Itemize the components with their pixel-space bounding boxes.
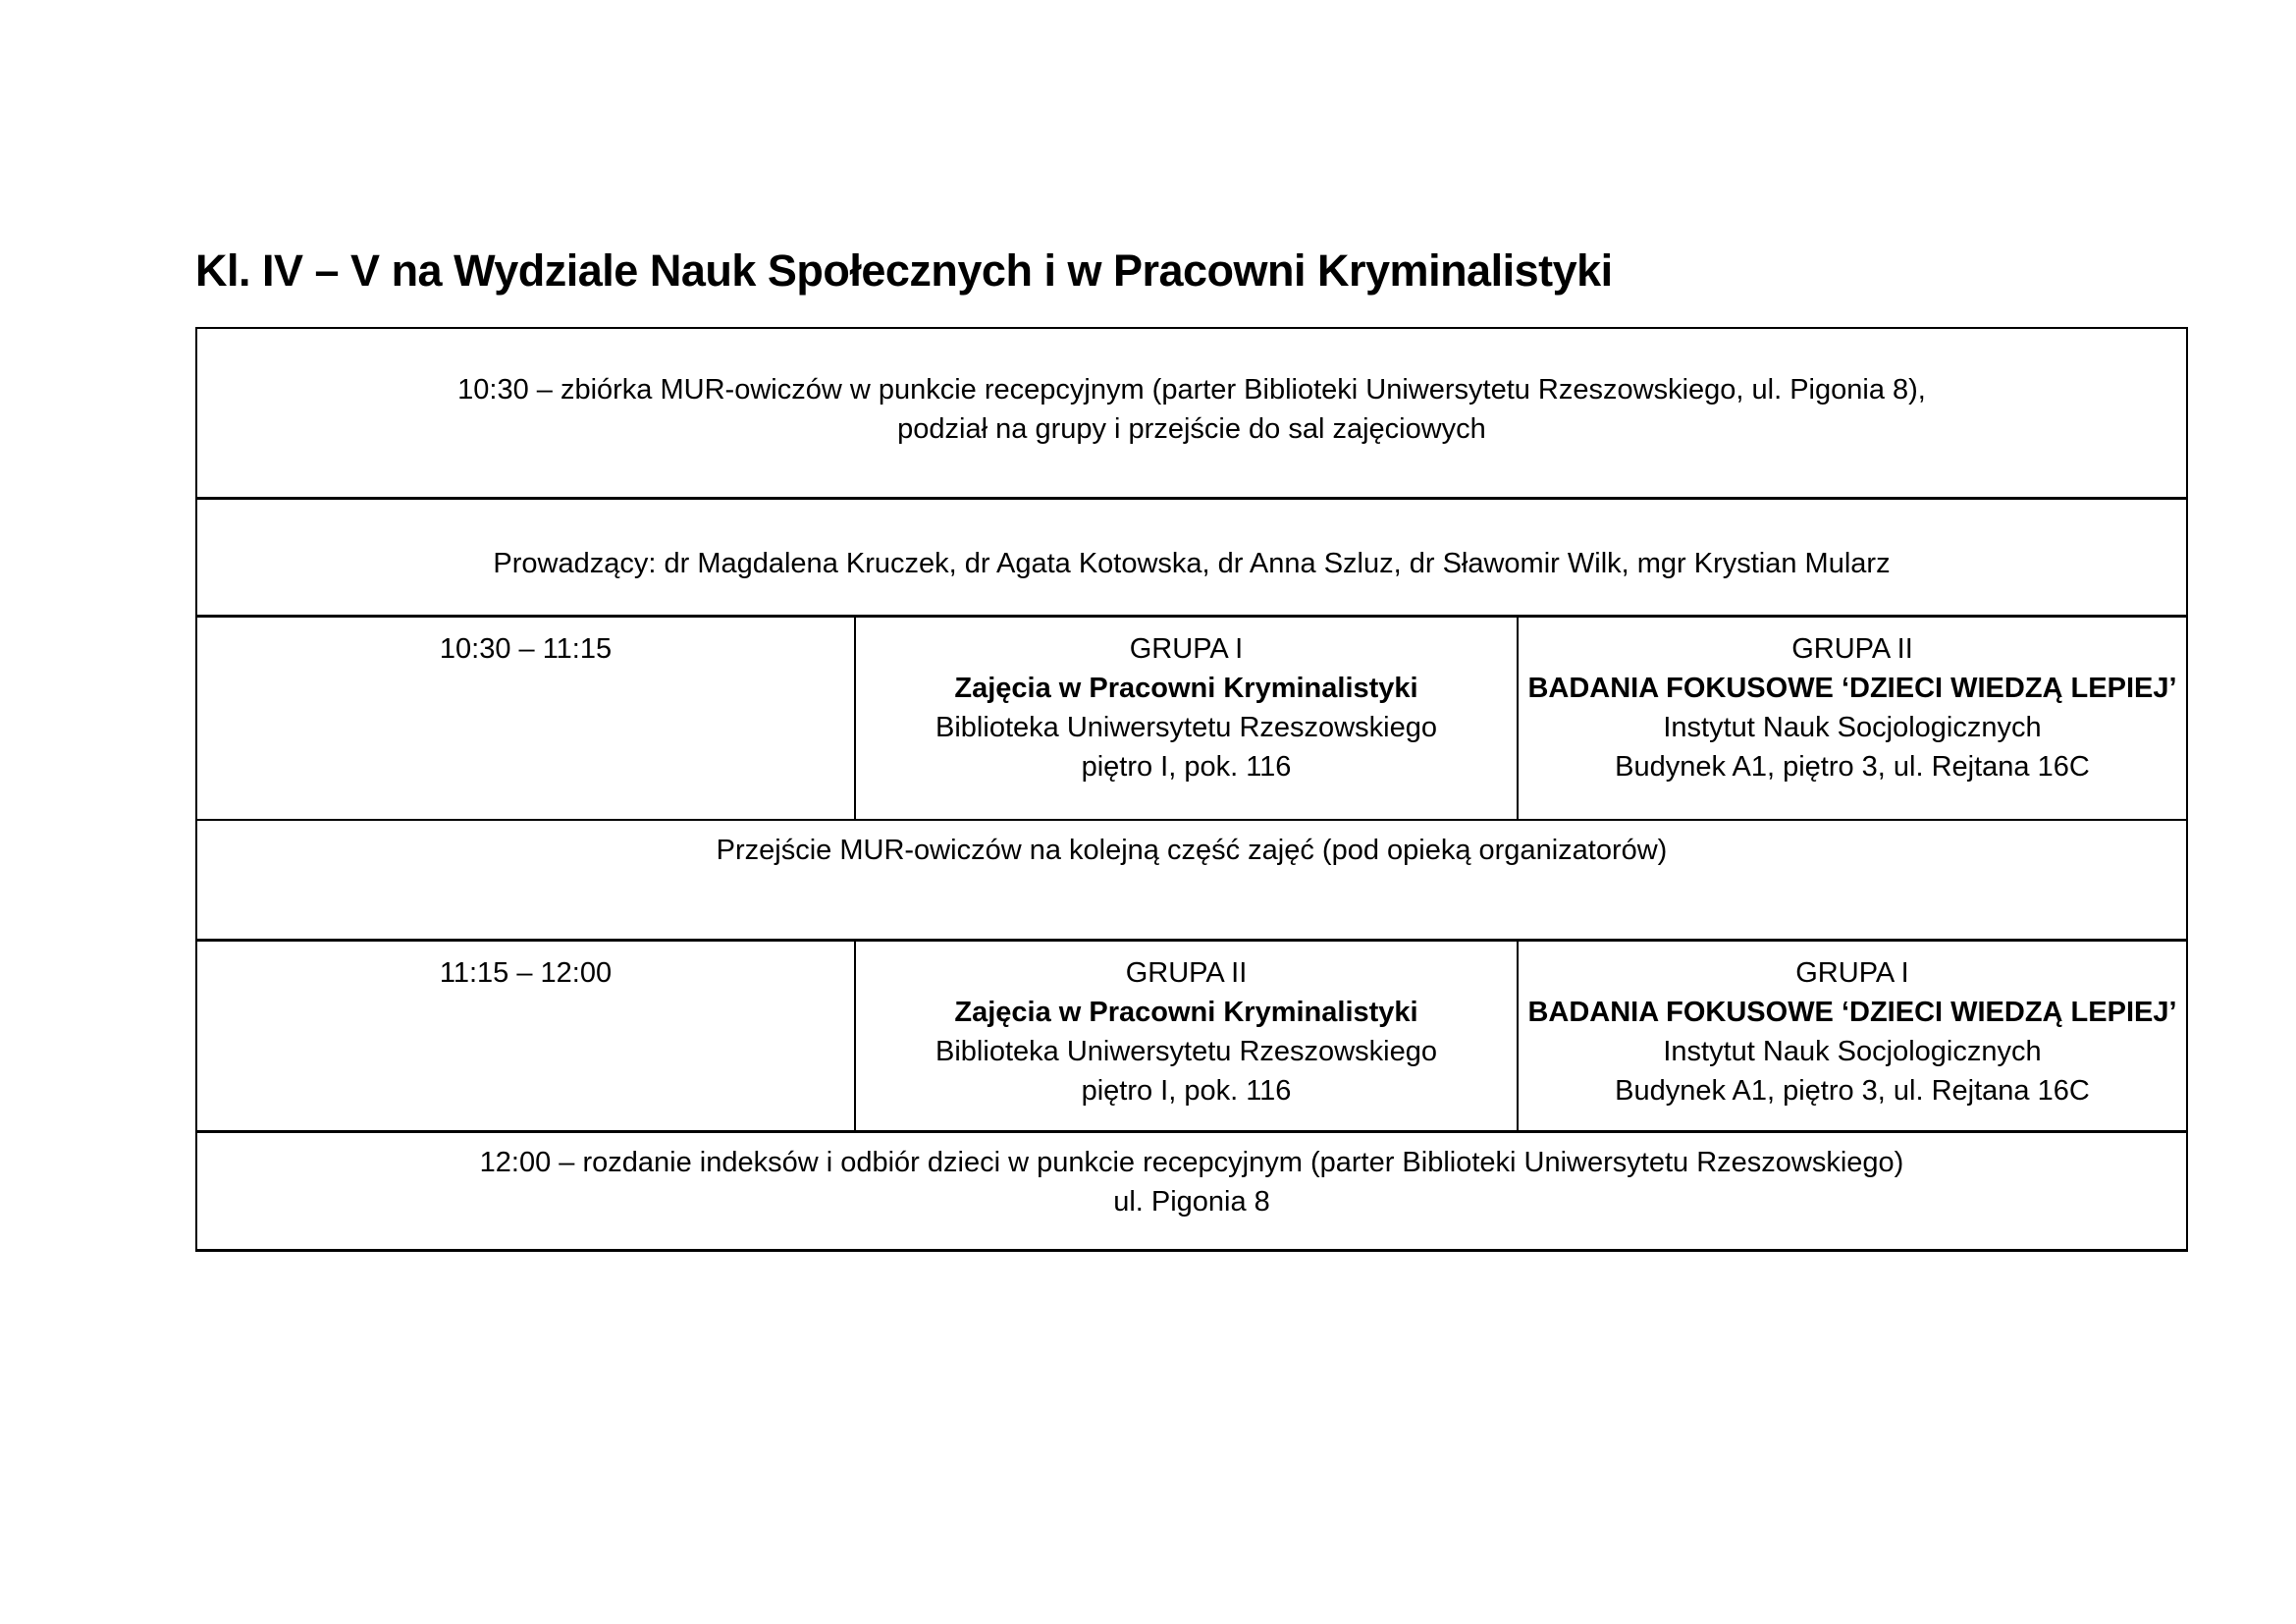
session2-time-cell <box>197 942 856 1130</box>
leaders-text: Prowadzący: dr Magdalena Kruczek, dr Agata Kotowska, dr Anna Szluz, dr Sławomir Wilk, mgr Krystian Mularz <box>493 548 1891 579</box>
session1-group-b-room: Budynek A1, piętro 3, ul. Rejtana 16C <box>1615 751 2090 783</box>
session1-time: 10:30 – 11:15 <box>439 633 613 665</box>
session2-group-b-place: Instytut Nauk Socjologicznych <box>1663 1036 2042 1067</box>
session1-group-b-activity: BADANIA FOKUSOWE ‘DZIECI WIEDZĄ LEPIEJ’ <box>1527 673 2177 704</box>
closing-row <box>197 1133 2186 1249</box>
page-title: Kl. IV – V na Wydziale Nauk Społecznych i w Pracowni Kryminalistyki <box>195 245 1613 296</box>
gathering-line-2: podział na grupy i przejście do sal zajęciowych <box>897 413 1486 445</box>
session2-group-b-activity: BADANIA FOKUSOWE ‘DZIECI WIEDZĄ LEPIEJ’ <box>1527 997 2177 1028</box>
closing-line-2: ul. Pigonia 8 <box>1113 1186 1270 1218</box>
session1-group-a-header: GRUPA I <box>1129 633 1244 665</box>
session2-group-a-header: GRUPA II <box>1125 957 1248 989</box>
transition-row <box>197 821 2186 942</box>
session1-group-a-activity: Zajęcia w Pracowni Kryminalistyki <box>954 673 1418 704</box>
closing-line-1: 12:00 – rozdanie indeksów i odbiór dzieci w punkcie recepcyjnym (parter Biblioteki Uniwersytetu Rzeszowskiego) <box>479 1147 1904 1178</box>
session1-group-a-room: piętro I, pok. 116 <box>1081 751 1292 783</box>
gathering-row <box>197 329 2186 500</box>
session2-group-a-cell <box>856 942 1519 1130</box>
session2-time: 11:15 – 12:00 <box>439 957 613 989</box>
session1-time-cell <box>197 618 856 819</box>
session2-group-a-place: Biblioteka Uniwersytetu Rzeszowskiego <box>935 1036 1437 1067</box>
transition-text: Przejście MUR-owiczów na kolejną część zajęć (pod opieką organizatorów) <box>716 835 1668 866</box>
session2-group-b-cell <box>1519 942 2186 1130</box>
session1-group-b-header: GRUPA II <box>1791 633 1913 665</box>
session2-group-b-header: GRUPA I <box>1795 957 1909 989</box>
session2-row <box>197 942 2186 1133</box>
session2-group-a-room: piętro I, pok. 116 <box>1081 1075 1292 1107</box>
session1-group-a-cell <box>856 618 1519 819</box>
gathering-line-1: 10:30 – zbiórka MUR-owiczów w punkcie recepcyjnym (parter Biblioteki Uniwersytetu Rzeszowskiego, ul. Pigonia 8), <box>457 374 1926 406</box>
session1-group-a-place: Biblioteka Uniwersytetu Rzeszowskiego <box>935 712 1437 743</box>
session2-group-b-room: Budynek A1, piętro 3, ul. Rejtana 16C <box>1615 1075 2090 1107</box>
session2-group-a-activity: Zajęcia w Pracowni Kryminalistyki <box>954 997 1418 1028</box>
session1-group-b-place: Instytut Nauk Socjologicznych <box>1663 712 2042 743</box>
session1-row <box>197 618 2186 821</box>
session1-group-b-cell <box>1519 618 2186 819</box>
leaders-row <box>197 500 2186 618</box>
schedule-table <box>195 327 2188 1252</box>
